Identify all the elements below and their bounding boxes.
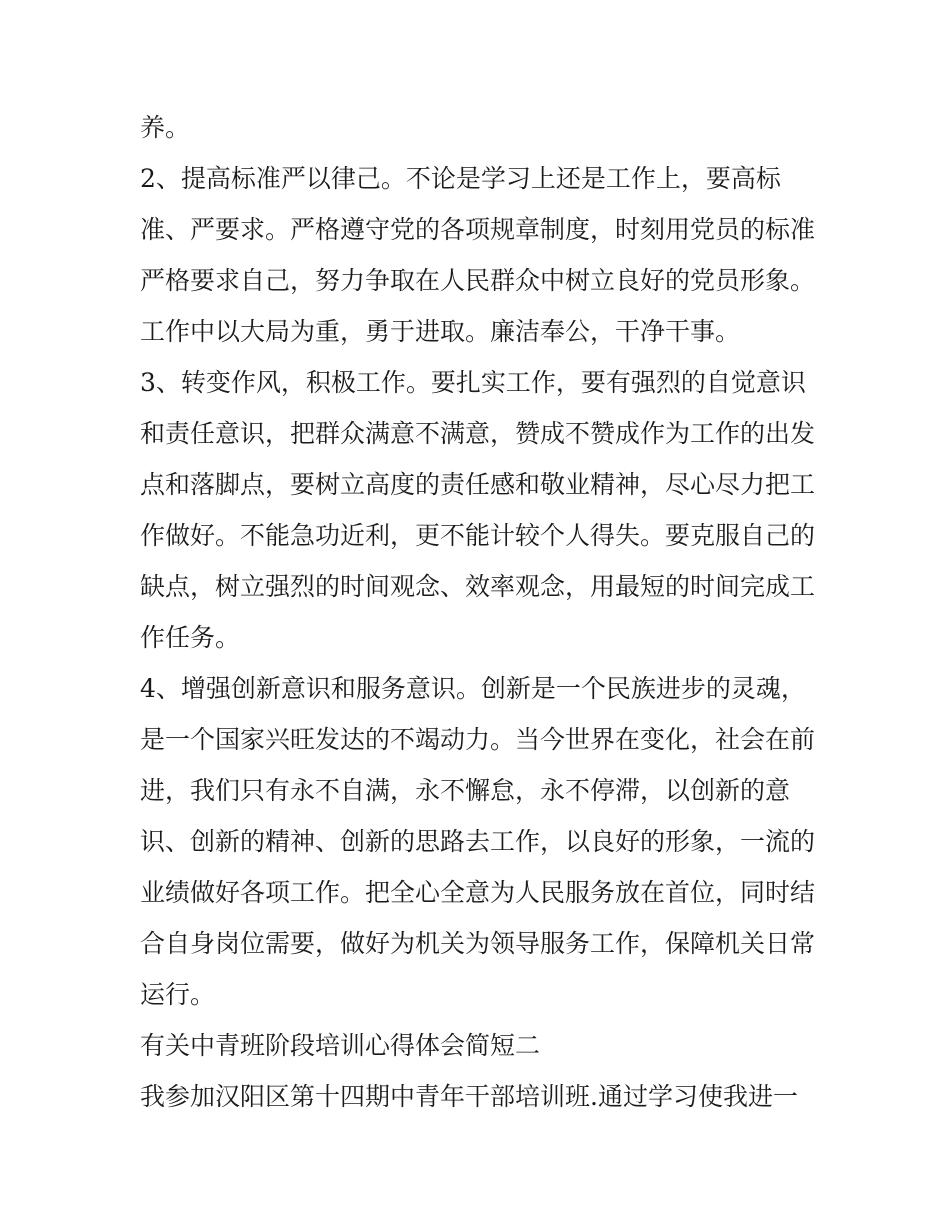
text-line: 4、增强创新意识和服务意识。创新是一个民族进步的灵魂， [140, 674, 806, 703]
text-line: 和责任意识，把群众满意不满意，赞成不赞成作为工作的出发 [140, 419, 816, 448]
text-line: 点和落脚点，要树立高度的责任感和敬业精神，尽心尽力把工 [140, 470, 816, 499]
text-line: 是一个国家兴旺发达的不竭动力。当今世界在变化，社会在前 [140, 725, 816, 754]
text-line: 严格要求自己，努力争取在人民群众中树立良好的党员形象。 [140, 266, 816, 295]
text-line: 我参加汉阳区第十四期中青年干部培训班.通过学习使我进一 [140, 1082, 798, 1111]
text-line: 作做好。不能急功近利，更不能计较个人得失。要克服自己的 [140, 521, 816, 550]
text-line: 识、创新的精神、创新的思路去工作，以良好的形象，一流的 [140, 827, 816, 856]
text-line: 进，我们只有永不自满，永不懈怠，永不停滞，以创新的意 [140, 776, 791, 805]
text-line: 合自身岗位需要，做好为机关为领导服务工作，保障机关日常 [140, 929, 816, 958]
text-line: 准、严要求。严格遵守党的各项规章制度，时刻用党员的标准 [140, 215, 816, 244]
text-line: 工作中以大局为重，勇于进取。廉洁奉公，干净干事。 [140, 317, 741, 346]
text-line: 运行。 [140, 980, 216, 1009]
text-line: 业绩做好各项工作。把全心全意为人民服务放在首位，同时结 [140, 878, 816, 907]
text-line: 缺点，树立强烈的时间观念、效率观念，用最短的时间完成工 [140, 572, 816, 601]
text-line: 2、提高标准严以律己。不论是学习上还是工作上，要高标 [140, 164, 781, 193]
text-line: 作任务。 [140, 623, 241, 652]
text-line: 3、转变作风，积极工作。要扎实工作，要有强烈的自觉意识 [140, 368, 806, 397]
text-line: 养。 [140, 113, 191, 142]
section-heading: 有关中青班阶段培训心得体会简短二 [140, 1031, 541, 1060]
